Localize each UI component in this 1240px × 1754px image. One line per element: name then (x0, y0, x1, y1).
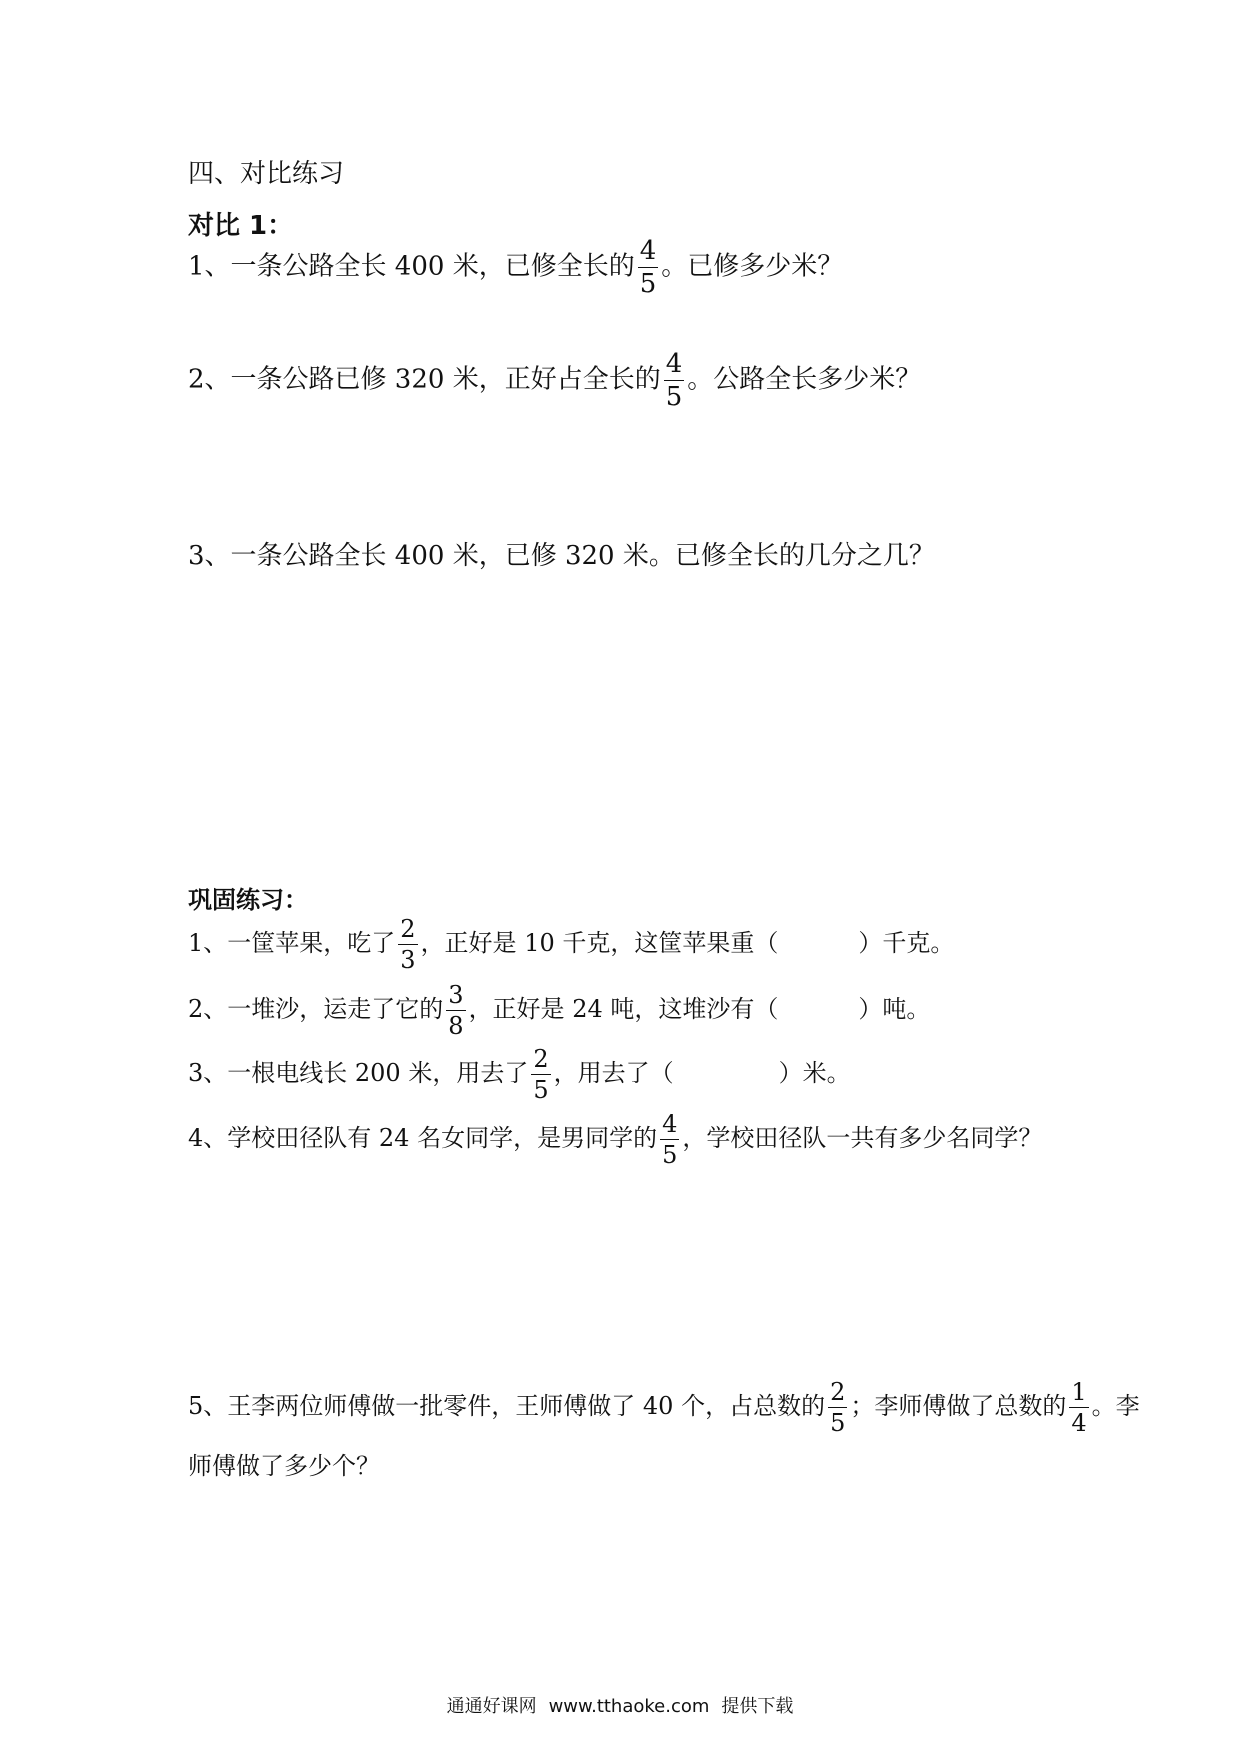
question-text: 5、王李两位师傅做一批零件，王师傅做了 40 个，占总数的 (188, 1392, 826, 1420)
compare-question-1 (188, 238, 843, 297)
fraction-denominator: 3 (400, 946, 416, 974)
question-text: ；李师傅做了总数的 (850, 1392, 1067, 1420)
question-text: ，用去了（ (553, 1059, 674, 1087)
section-title: 四、对比练习 (188, 159, 345, 189)
question-text: 。已修多少米？ (661, 251, 844, 282)
fraction (828, 1380, 847, 1435)
fraction (1069, 1380, 1088, 1435)
fraction-numerator: 2 (533, 1045, 549, 1073)
compare-heading: 对比 1： (188, 211, 294, 241)
question-text: 2、一条公路已修 320 米，正好占全长的 (188, 364, 661, 395)
practice-question-5 (188, 1380, 1140, 1435)
fraction-denominator: 4 (1071, 1409, 1087, 1437)
fraction-denominator: 5 (639, 269, 657, 299)
question-text: ）千克。 (858, 929, 955, 957)
footer-note: 提供下载 (721, 1696, 794, 1717)
fraction (638, 238, 659, 297)
fraction (531, 1047, 550, 1102)
fraction-numerator: 4 (639, 236, 657, 266)
question-text: 3、一根电线长 200 米，用去了 (188, 1059, 529, 1087)
fraction (664, 351, 685, 410)
fraction (446, 983, 465, 1038)
fraction-denominator: 5 (662, 1141, 678, 1169)
question-text: ）吨。 (858, 995, 931, 1023)
practice-question-2 (188, 983, 930, 1038)
fraction-denominator: 8 (448, 1012, 464, 1040)
fraction-numerator: 4 (662, 1110, 678, 1138)
compare-question-2 (188, 351, 921, 410)
compare-question-3: 3、一条公路全长 400 米，已修 320 米。已修全长的几分之几？ (188, 541, 935, 571)
fraction (660, 1112, 679, 1167)
footer (0, 1695, 1240, 1719)
fraction-denominator: 5 (665, 382, 683, 412)
question-text: 1、一条公路全长 400 米，已修全长的 (188, 251, 635, 282)
fraction-numerator: 3 (448, 981, 464, 1009)
practice-question-5-continued: 师傅做了多少个？ (188, 1452, 380, 1480)
question-text: 。李 (1091, 1392, 1140, 1420)
fraction-denominator: 5 (533, 1076, 549, 1104)
question-text: 4、学校田径队有 24 名女同学，是男同学的 (188, 1124, 658, 1152)
fraction-numerator: 2 (830, 1378, 846, 1406)
practice-heading: 巩固练习： (188, 886, 308, 914)
footer-url[interactable]: www.tthaoke.com (548, 1696, 710, 1717)
fraction-numerator: 4 (665, 349, 683, 379)
fraction-numerator: 2 (400, 915, 416, 943)
fraction-numerator: 1 (1071, 1378, 1087, 1406)
question-text: ，正好是 24 吨，这堆沙有（ (468, 995, 779, 1023)
practice-question-4 (188, 1112, 1042, 1167)
practice-question-3 (188, 1047, 851, 1102)
fraction (398, 917, 417, 972)
footer-site: 通通好课网 (446, 1696, 537, 1717)
question-text: ，学校田径队一共有多少名同学？ (682, 1124, 1043, 1152)
question-text: 。公路全长多少米？ (687, 364, 922, 395)
question-text: ）米。 (778, 1059, 851, 1087)
question-text: 1、一筐苹果，吃了 (188, 929, 396, 957)
question-text: ，正好是 10 千克，这筐苹果重（ (420, 929, 779, 957)
practice-question-1 (188, 917, 954, 972)
fraction-denominator: 5 (830, 1409, 846, 1437)
question-text: 2、一堆沙，运走了它的 (188, 995, 444, 1023)
